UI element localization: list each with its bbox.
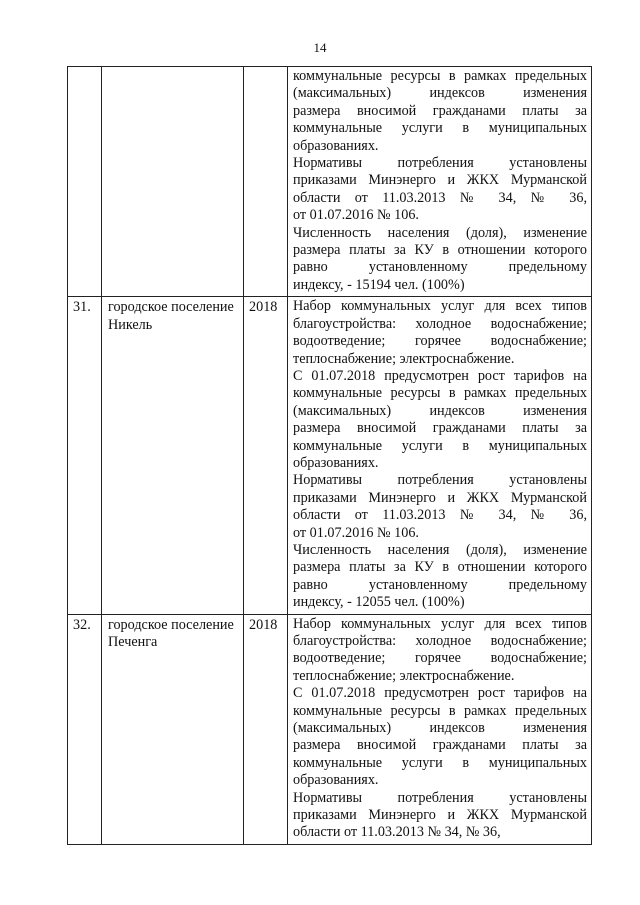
row-number-cell [68, 67, 102, 297]
description-line: коммунальные ресурсы в рамках предельных [293, 702, 587, 719]
description-line: равно установленному предельному [293, 259, 587, 276]
description-line: индексу, - 15194 чел. (100%) [293, 276, 465, 293]
description-line: водоотведение; горячее водоснабжение; [293, 333, 587, 350]
table-row [68, 297, 592, 614]
description-line: благоустройства: холодное водоснабжение; [293, 633, 587, 649]
description-line: теплоснабжение; электроснабжение. [293, 667, 515, 684]
table-row [68, 67, 592, 297]
description-paragraph [293, 790, 587, 842]
description-cell [288, 297, 592, 614]
description-line: (максимальных) индексов изменения [293, 720, 587, 737]
description-paragraph [293, 472, 587, 542]
description-line: Нормативы потребления установлены [293, 789, 587, 806]
description-paragraph [293, 225, 587, 295]
description-line: от 01.07.2016 № 106. [293, 524, 419, 541]
description-line: равно установленному предельному [293, 576, 587, 593]
description-paragraph [293, 368, 587, 472]
municipality-name-cell: городское поселение Печенга [102, 614, 244, 844]
description-line: коммунальные услуги в муниципальных [293, 754, 587, 771]
description-line: приказами Минэнерго и ЖКХ Мурманской [293, 807, 587, 824]
description-line: приказами Минэнерго и ЖКХ Мурманской [293, 172, 587, 189]
description-line: благоустройства: холодное водоснабжение; [293, 315, 587, 332]
year-cell: 2018 [244, 614, 288, 844]
description-line: Численность населения (доля), изменение [293, 541, 587, 558]
description-line: размера вносимой гражданами платы за [293, 102, 587, 119]
tariff-table [67, 66, 592, 845]
description-paragraph [293, 68, 587, 155]
year-cell: 2018 [244, 297, 288, 614]
description-line: приказами Минэнерго и ЖКХ Мурманской [293, 489, 587, 506]
description-line: коммунальные ресурсы в рамках предельных [293, 385, 587, 402]
description-line: образованиях. [293, 454, 379, 471]
description-cell [288, 614, 592, 844]
municipality-name-cell: городское поселение Никель [102, 297, 244, 614]
row-number-cell: 32. [68, 614, 102, 844]
description-line: коммунальные услуги в муниципальных [293, 437, 587, 454]
description-line: размера вносимой гражданами платы за [293, 420, 587, 437]
description-line: водоотведение; горячее водоснабжение; [293, 650, 587, 667]
description-line: области от 11.03.2013 № 34, № 36, [293, 189, 587, 206]
description-paragraph [293, 685, 587, 789]
description-line: С 01.07.2018 предусмотрен рост тарифов на [293, 685, 587, 702]
description-line: Нормативы потребления установлены [293, 472, 587, 489]
description-line: С 01.07.2018 предусмотрен рост тарифов на [293, 367, 587, 384]
description-line: области от 11.03.2013 № 34, № 36, [293, 507, 587, 524]
description-line: образованиях. [293, 137, 379, 154]
description-paragraph [293, 542, 587, 612]
year-cell [244, 67, 288, 297]
description-paragraph [293, 298, 587, 368]
municipality-name-cell [102, 67, 244, 297]
table-body [68, 67, 592, 845]
description-line: индексу, - 12055 чел. (100%) [293, 594, 465, 611]
description-line: Нормативы потребления установлены [293, 155, 587, 172]
description-line: коммунальные услуги в муниципальных [293, 120, 587, 137]
description-line: Набор коммунальных услуг для всех типов [293, 615, 587, 632]
description-line: от 01.07.2016 № 106. [293, 207, 419, 224]
description-paragraph [293, 155, 587, 225]
description-line: Численность населения (доля), изменение [293, 224, 587, 241]
page-number: 14 [313, 40, 327, 55]
description-line: области от 11.03.2013 № 34, № 36, [293, 824, 501, 841]
row-number-cell: 31. [68, 297, 102, 614]
table-row [68, 614, 592, 844]
description-line: образованиях. [293, 772, 379, 789]
description-line: размера платы за КУ в отношении которого [293, 242, 587, 259]
description-line: размера вносимой гражданами платы за [293, 737, 587, 754]
description-paragraph [293, 616, 587, 686]
description-cell [288, 67, 592, 297]
description-line: размера платы за КУ в отношении которого [293, 559, 587, 576]
description-line: коммунальные ресурсы в рамках предельных [293, 68, 587, 84]
description-line: теплоснабжение; электроснабжение. [293, 350, 515, 367]
description-line: (максимальных) индексов изменения [293, 402, 587, 419]
description-line: Набор коммунальных услуг для всех типов [293, 298, 587, 315]
description-line: (максимальных) индексов изменения [293, 85, 587, 102]
